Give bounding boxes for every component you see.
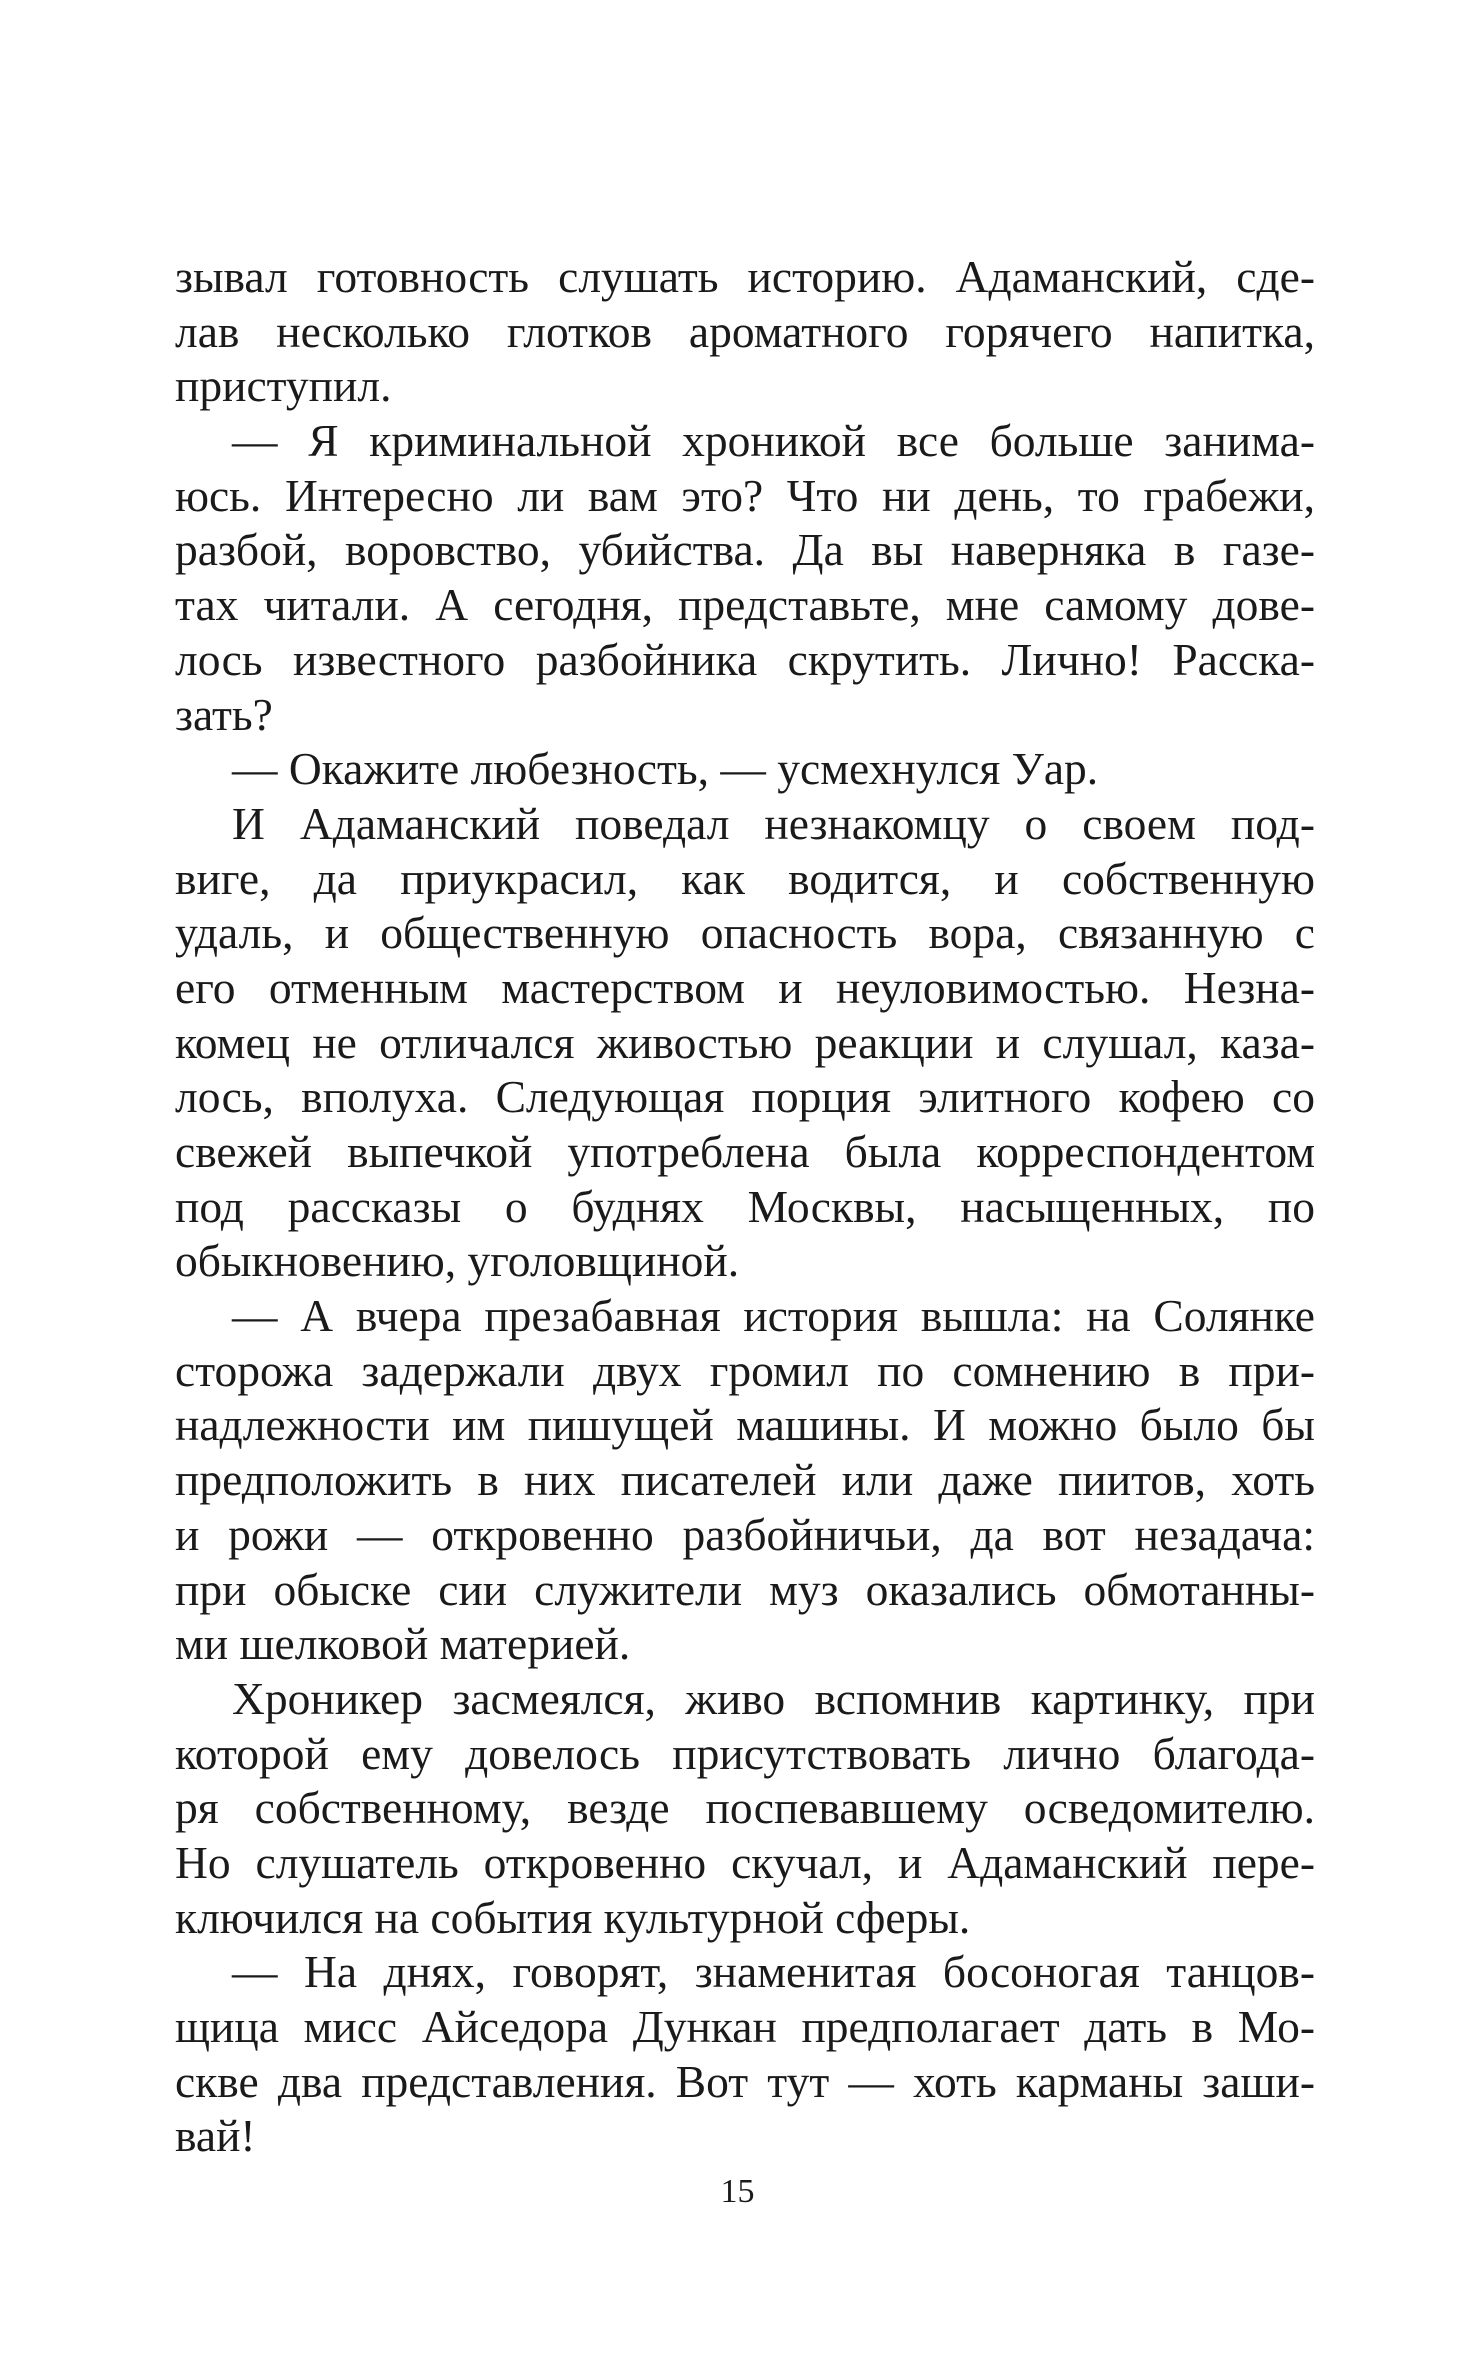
text-line: тах читали. А сегодня, представьте, мне самому дове-: [175, 579, 1315, 631]
text-line: вай!: [175, 2110, 256, 2162]
text-line: ми шелковой материей.: [175, 1618, 631, 1670]
body-text: [175, 250, 1315, 2164]
text-line: ря собственному, везде поспевавшему осведомителю.: [175, 1782, 1315, 1834]
text-line: лось известного разбойника скрутить. Лично! Расска-: [175, 633, 1315, 685]
text-line: — Окажите любезность, — усмехнулся Уар.: [232, 743, 1099, 795]
text-line: его отменным мастерством и неуловимостью. Незна-: [175, 961, 1315, 1013]
text-line: лось, вполуха. Следующая порция элитного кофею со: [175, 1071, 1315, 1123]
text-line: которой ему довелось присутствовать лично благода-: [175, 1727, 1315, 1779]
text-line: приступил.: [175, 360, 392, 412]
text-line: скве два представления. Вот тут — хоть карманы заши-: [175, 2055, 1315, 2107]
text-line: при обыске сии служители муз оказались обмотанны-: [175, 1563, 1315, 1615]
text-line: обыкновению, уголовщиной.: [175, 1235, 740, 1287]
text-line: под рассказы о буднях Москвы, насыщенных, по: [175, 1180, 1315, 1232]
text-line: сторожа задержали двух громил по сомнению в при-: [175, 1344, 1315, 1396]
text-line: разбой, воровство, убийства. Да вы наверняка в газе-: [175, 524, 1315, 576]
text-line: Но слушатель откровенно скучал, и Адаманский пере-: [175, 1836, 1315, 1888]
text-line: Хроникер засмеялся, живо вспомнив картинку, при: [232, 1672, 1315, 1724]
text-line: и рожи — откровенно разбойничьи, да вот незадача:: [175, 1508, 1315, 1560]
text-line: И Адаманский поведал незнакомцу о своем под-: [232, 797, 1315, 849]
text-line: комец не отличался живостью реакции и слушал, каза-: [175, 1016, 1315, 1068]
text-line: предположить в них писателей или даже пиитов, хоть: [175, 1454, 1315, 1506]
text-line: ключился на события культурной сферы.: [175, 1891, 971, 1943]
text-line: лав несколько глотков ароматного горячего напитка,: [175, 305, 1315, 357]
text-line: щица мисс Айседора Дункан предполагает дать в Мо-: [175, 2001, 1315, 2052]
page-number: 15: [720, 2173, 755, 2210]
text-line: виге, да приукрасил, как водится, и собственную: [175, 852, 1315, 904]
text-line: — А вчера презабавная история вышла: на Солянке: [232, 1290, 1315, 1342]
text-line: надлежности им пишущей машины. И можно было бы: [175, 1399, 1315, 1451]
text-line: удаль, и общественную опасность вора, связанную с: [175, 907, 1315, 959]
text-line: зать?: [175, 688, 273, 740]
text-line: юсь. Интересно ли вам это? Что ни день, то грабежи,: [175, 469, 1315, 521]
text-line: — На днях, говорят, знаменитая босоногая танцов-: [232, 1946, 1315, 1998]
text-line: зывал готовность слушать историю. Адаманский, сде-: [175, 251, 1315, 302]
text-line: свежей выпечкой употреблена была корреспондентом: [175, 1126, 1315, 1177]
text-line: — Я криминальной хроникой все больше занима-: [232, 415, 1315, 467]
